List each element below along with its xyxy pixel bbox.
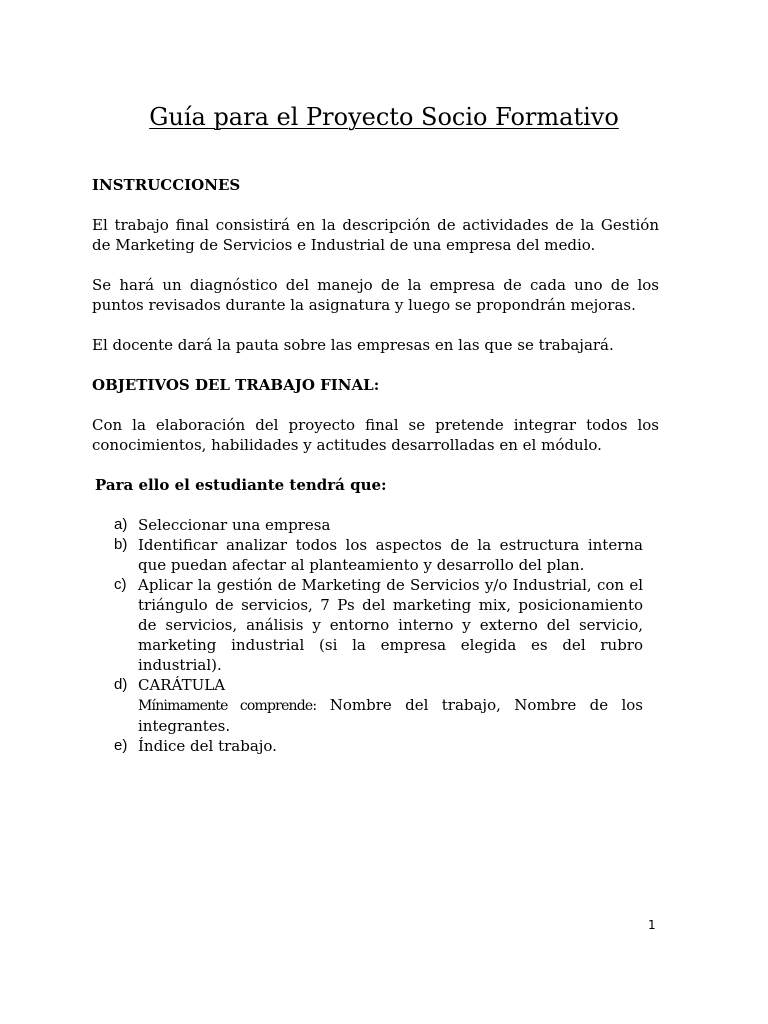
objectives-lead: Para ello el estudiante tendrá que: (95, 476, 387, 494)
task-list (92, 515, 659, 756)
list-marker: c) (114, 576, 127, 593)
caratula-note (138, 695, 643, 736)
list-item (92, 675, 643, 736)
caratula-note-lead: Mínimamente comprende: (138, 698, 317, 714)
list-item (92, 575, 643, 675)
list-item (92, 515, 643, 535)
list-item (92, 736, 643, 756)
instructions-paragraph-3: El docente dará la pauta sobre las empresas en las que se trabajará. (92, 336, 614, 354)
objectives-paragraph: Con la elaboración del proyecto final se pretende integrar todos los conocimientos, habilidades y actitudes desarrolladas en el módulo. (92, 416, 659, 454)
list-marker: b) (114, 536, 128, 553)
list-item-text: Aplicar la gestión de Marketing de Servicios y/o Industrial, con el triángulo de servicios, 7 Ps del marketing mix, posicionamiento de servicios, análisis y entorno interno y externo del servicio, marketing industrial (si la empresa elegida es del rubro industrial). (138, 576, 643, 674)
list-item-text: CARÁTULA (138, 676, 226, 694)
list-item-text: Índice del trabajo. (138, 737, 277, 755)
list-item (92, 535, 643, 575)
document-title: Guía para el Proyecto Socio Formativo (149, 103, 619, 131)
document-body (92, 175, 659, 756)
list-marker: a) (114, 516, 128, 533)
instructions-paragraph-1: El trabajo final consistirá en la descripción de actividades de la Gestión de Marketing de Servicios e Industrial de una empresa del medio. (92, 216, 659, 254)
caratula-note-text: Nombre del trabajo, Nombre de los integrantes. (138, 696, 644, 735)
instructions-heading: INSTRUCCIONES (92, 176, 241, 194)
list-item-text: Seleccionar una empresa (138, 516, 331, 534)
objectives-heading: OBJETIVOS DEL TRABAJO FINAL: (92, 376, 380, 394)
list-marker: e) (114, 737, 128, 754)
list-item-text: Identificar analizar todos los aspectos de la estructura interna que puedan afectar al planteamiento y desarrollo del plan. (138, 536, 643, 574)
list-marker: d) (114, 676, 128, 693)
instructions-paragraph-2: Se hará un diagnóstico del manejo de la empresa de cada uno de los puntos revisados durante la asignatura y luego se propondrán mejoras. (92, 276, 659, 314)
page-number: 1 (648, 918, 656, 932)
